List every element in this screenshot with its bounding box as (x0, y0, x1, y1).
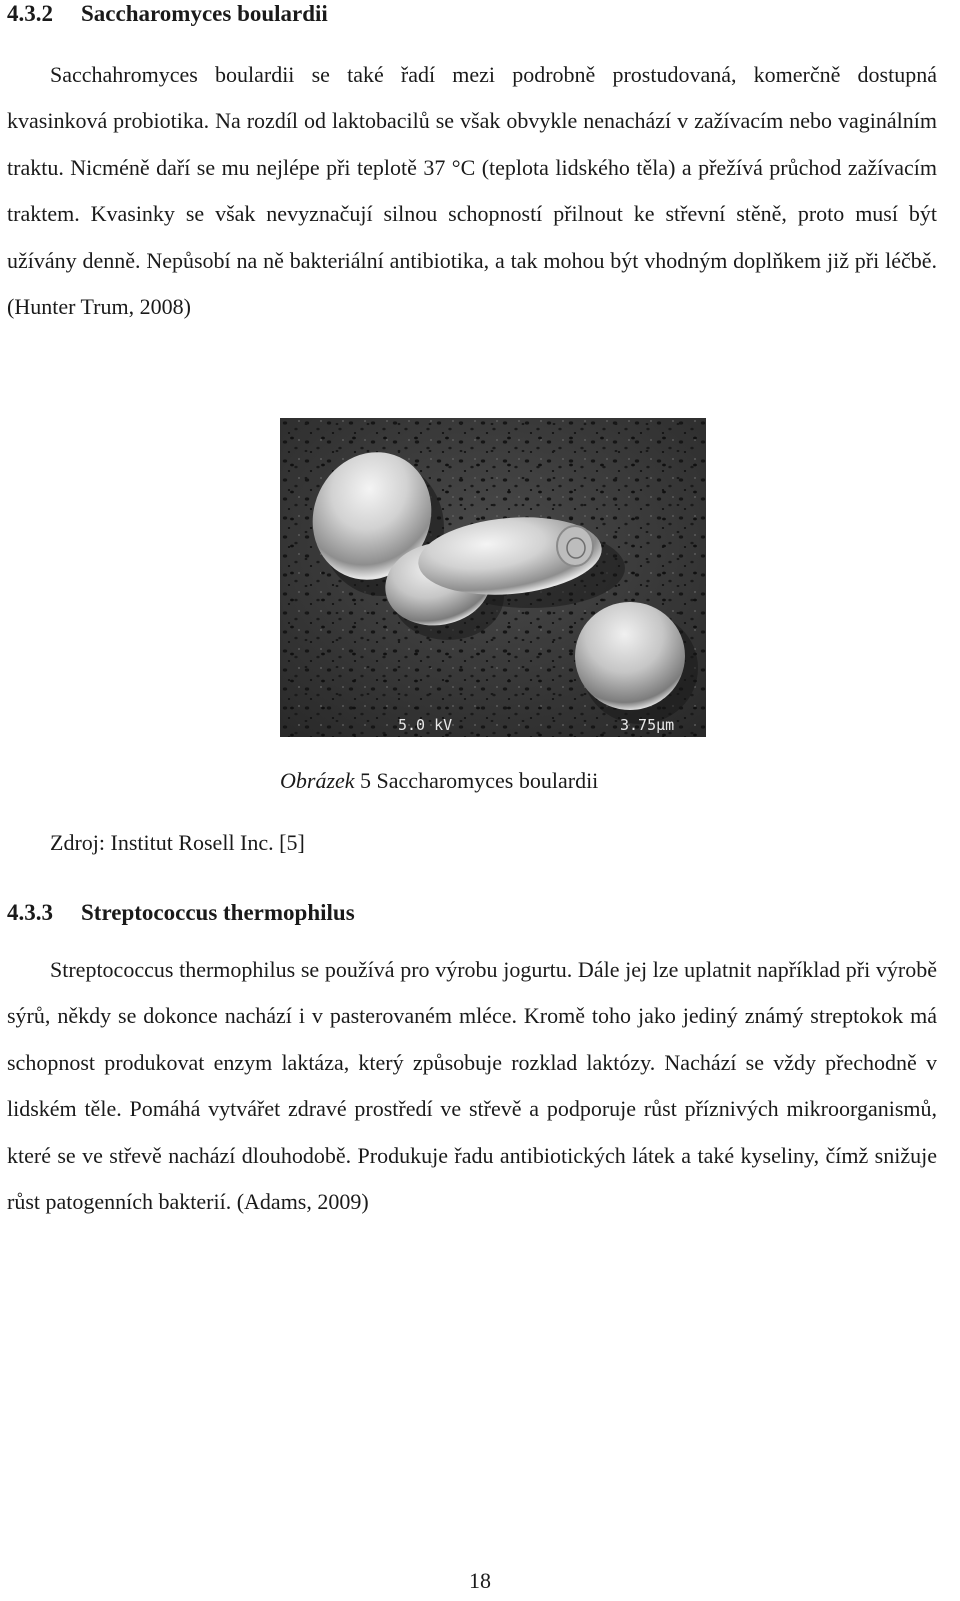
saccharomyces-paragraph: Sacchahromyces boulardii se také řadí mezi podrobně prostudovaná, komerčně dostupná kvasinková probiotika. Na rozdíl od laktobacilů se však obvykle nenachází v zažívacím nebo vaginálním traktu. Nicméně daří se mu nejlépe při teplotě 37 °C (teplota lidského těla) a přežívá průchod zažívacím traktem. Kvasinky se však nevyznačují silnou schopností přilnout ke střevní stěně, proto musí být užívány denně. Nepůsobí na ně bakteriální antibiotika, a tak mohou být vhodným doplňkem již při léčbě. (Hunter Trum, 2008) (7, 62, 937, 320)
figure-caption (280, 766, 598, 796)
caption-text: 5 Saccharomyces boulardii (354, 768, 599, 793)
section-heading-saccharomyces (7, 0, 328, 28)
section-title: Streptococcus thermophilus (81, 900, 355, 925)
caption-prefix: Obrázek (280, 768, 355, 793)
micrograph-scale-label: 3.75µm (620, 716, 675, 734)
micrograph-figure (280, 418, 706, 737)
section-number: 4.3.3 (7, 900, 53, 925)
section-title: Saccharomyces boulardii (81, 1, 328, 26)
streptococcus-paragraph: Streptococcus thermophilus se používá pro výrobu jogurtu. Dále jej lze uplatnit například při výrobě sýrů, někdy se dokonce nachází i v pasterovaném mléce. Kromě toho jako jediný známý streptokok má schopnost produkovat enzym laktáza, který způsobuje rozklad laktózy. Nachází se vždy přechodně v lidském těle. Pomáhá vytvářet zdravé prostředí ve střevě a podporuje růst příznivých mikroorganismů, které se ve střevě nachází dlouhodobě. Produkuje řadu antibiotických látek a také kyseliny, čímž snižuje růst patogenních bakterií. (Adams, 2009) (7, 957, 937, 1215)
section-number: 4.3.2 (7, 1, 53, 26)
page-number: 18 (469, 1568, 491, 1593)
figure-source: Zdroj: Institut Rosell Inc. [5] (50, 830, 305, 855)
micrograph-image (280, 418, 706, 737)
section-heading-streptococcus (7, 899, 355, 927)
micrograph-voltage-label: 5.0 kV (398, 716, 453, 734)
